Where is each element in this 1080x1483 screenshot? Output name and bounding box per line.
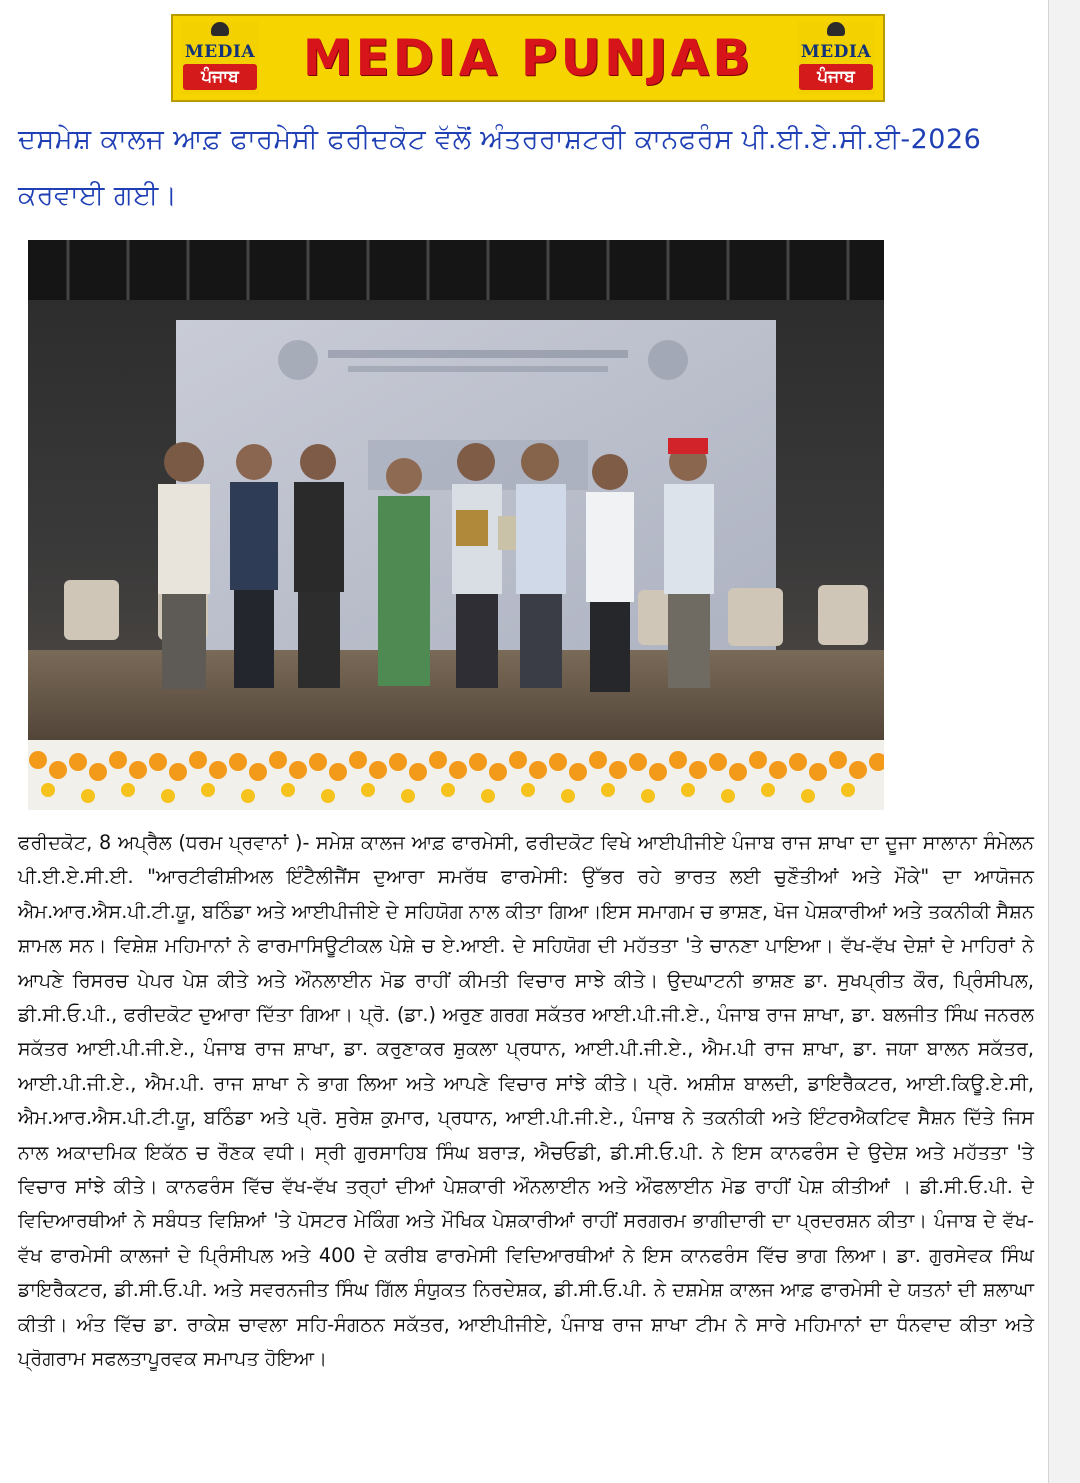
article-dateline: ਫਰੀਦਕੋਟ, 8 ਅਪ੍ਰੈਲ (ਧਰਮ ਪ੍ਰਵਾਨਾਂ )- bbox=[18, 831, 310, 854]
article-headline: ਦਸਮੇਸ਼ ਕਾਲਜ ਆਫ਼ ਫਾਰਮੇਸੀ ਫਰੀਦਕੋਟ ਵੱਲੋਂ ਅੰਤਰਰਾਸ਼ਟਰੀ ਕਾਨਫਰੰਸ ਪੀ.ਈ.ਏ.ਸੀ.ਈ-2026 ਕਰਵਾਈ ਗਈ। bbox=[18, 124, 982, 211]
microphone-icon bbox=[211, 22, 229, 36]
microphone-icon bbox=[827, 22, 845, 36]
page-edge bbox=[1048, 0, 1080, 1483]
masthead-title: MEDIA PUNJAB bbox=[302, 29, 754, 87]
logo-left-punjab-text: ਪੰਜਾਬ bbox=[183, 64, 257, 90]
media-punjab-logo-right bbox=[797, 22, 875, 94]
masthead-banner bbox=[171, 14, 885, 102]
event-photo bbox=[28, 240, 884, 810]
article-body bbox=[18, 826, 1034, 1377]
logo-right-media-text: MEDIA bbox=[800, 42, 872, 62]
logo-right-punjab-text: ਪੰਜਾਬ bbox=[799, 64, 873, 90]
media-punjab-logo-left bbox=[181, 22, 259, 94]
article-text: ਸਮੇਸ਼ ਕਾਲਜ ਆਫ਼ ਫਾਰਮੇਸੀ, ਫਰੀਦਕੋਟ ਵਿਖੇ ਆਈਪੀਜੀਏ ਪੰਜਾਬ ਰਾਜ ਸ਼ਾਖਾ ਦਾ ਦੂਜਾ ਸਾਲਾਨਾ ਸੰਮੇਲਨ ਪੀ.ਈ.ਏ.ਸੀ.ਈ. "ਆਰਟੀਫੀਸ਼ੀਅਲ ਇੰਟੈਲੀਜੈਂਸ ਦੁਆਰਾ ਸਮਰੱਥ ਫਾਰਮੇਸੀ: ਉੱਭਰ ਰਹੇ ਭਾਰਤ ਲਈ ਚੁਣੌਤੀਆਂ ਅਤੇ ਮੌਕੇ" ਦਾ ਆਯੋਜਨ ਐਮ.ਆਰ.ਐਸ.ਪੀ.ਟੀ.ਯੂ, ਬਠਿੰਡਾ ਅਤੇ ਆਈਪੀਜੀਏ ਦੇ ਸਹਿਯੋਗ ਨਾਲ ਕੀਤਾ ਗਿਆ।ਇਸ ਸਮਾਗਮ ਚ ਭਾਸ਼ਣ, ਖੋਜ ਪੇਸ਼ਕਾਰੀਆਂ ਅਤੇ ਤਕਨੀਕੀ ਸੈਸ਼ਨ ਸ਼ਾਮਲ ਸਨ। ਵਿਸ਼ੇਸ਼ ਮਹਿਮਾਨਾਂ ਨੇ ਫਾਰਮਾਸਿਊਟੀਕਲ ਪੇਸ਼ੇ ਚ ਏ.ਆਈ. ਦੇ ਸਹਿਯੋਗ ਦੀ ਮਹੱਤਤਾ 'ਤੇ ਚਾਨਣਾ ਪਾਇਆ। ਵੱਖ-ਵੱਖ ਦੇਸ਼ਾਂ ਦੇ ਮਾਹਿਰਾਂ ਨੇ ਆਪਣੇ ਰਿਸਰਚ ਪੇਪਰ ਪੇਸ਼ ਕੀਤੇ ਅਤੇ ਔਨਲਾਈਨ ਮੋਡ ਰਾਹੀਂ ਕੀਮਤੀ ਵਿਚਾਰ ਸਾਝੇ ਕੀਤੇ। ਉਦਘਾਟਨੀ ਭਾਸ਼ਣ ਡਾ. ਸੁਖਪ੍ਰੀਤ ਕੌਰ, ਪ੍ਰਿੰਸੀਪਲ, ਡੀ.ਸੀ.ਓ.ਪੀ., ਫਰੀਦਕੋਟ ਦੁਆਰਾ ਦਿੱਤਾ ਗਿਆ। ਪ੍ਰੋ. (ਡਾ.) ਅਰੁਣ ਗਰਗ ਸਕੱਤਰ ਆਈ.ਪੀ.ਜੀ.ਏ., ਪੰਜਾਬ ਰਾਜ ਸ਼ਾਖਾ, ਡਾ. ਬਲਜੀਤ ਸਿੰਘ ਜਨਰਲ ਸਕੱਤਰ ਆਈ.ਪੀ.ਜੀ.ਏ., ਪੰਜਾਬ ਰਾਜ ਸ਼ਾਖਾ, ਡਾ. ਕਰੁਣਾਕਰ ਸ਼ੁਕਲਾ ਪ੍ਰਧਾਨ, ਆਈ.ਪੀ.ਜੀ.ਏ., ਐਮ.ਪੀ ਰਾਜ ਸ਼ਾਖਾ, ਡਾ. ਜਯਾ ਬਾਲਨ ਸਕੱਤਰ, ਆਈ.ਪੀ.ਜੀ.ਏ., ਐਮ.ਪੀ. ਰਾਜ ਸ਼ਾਖਾ ਨੇ ਭਾਗ ਲਿਆ ਅਤੇ ਆਪਣੇ ਵਿਚਾਰ ਸਾਂਝੇ ਕੀਤੇ। ਪ੍ਰੋ. ਅਸ਼ੀਸ਼ ਬਾਲਦੀ, ਡਾਇਰੈਕਟਰ, ਆਈ.ਕਿਊ.ਏ.ਸੀ, ਐਮ.ਆਰ.ਐਸ.ਪੀ.ਟੀ.ਯੂ, ਬਠਿੰਡਾ ਅਤੇ ਪ੍ਰੋ. ਸੁਰੇਸ਼ ਕੁਮਾਰ, ਪ੍ਰਧਾਨ, ਆਈ.ਪੀ.ਜੀ.ਏ., ਪੰਜਾਬ ਨੇ ਤਕਨੀਕੀ ਅਤੇ ਇੰਟਰਐਕਟਿਵ ਸੈਸ਼ਨ ਦਿੱਤੇ ਜਿਸ ਨਾਲ ਅਕਾਦਮਿਕ ਇਕੱਠ ਚ ਰੌਣਕ ਵਧੀ। ਸ੍ਰੀ ਗੁਰਸਾਹਿਬ ਸਿੰਘ ਬਰਾੜ, ਐਚਓਡੀ, ਡੀ.ਸੀ.ਓ.ਪੀ. ਨੇ ਇਸ ਕਾਨਫਰੰਸ ਦੇ ਉਦੇਸ਼ ਅਤੇ ਮਹੱਤਤਾ 'ਤੇ ਵਿਚਾਰ ਸਾਂਝੇ ਕੀਤੇ। ਕਾਨਫਰੰਸ ਵਿੱਚ ਵੱਖ-ਵੱਖ ਤਰ੍ਹਾਂ ਦੀਆਂ ਪੇਸ਼ਕਾਰੀ ਔਨਲਾਈਨ ਅਤੇ ਔਫਲਾਈਨ ਮੋਡ ਰਾਹੀਂ ਪੇਸ਼ ਕੀਤੀਆਂ । ਡੀ.ਸੀ.ਓ.ਪੀ. ਦੇ ਵਿਦਿਆਰਥੀਆਂ ਨੇ ਸਬੰਧਤ ਵਿਸ਼ਿਆਂ 'ਤੇ ਪੋਸਟਰ ਮੇਕਿੰਗ ਅਤੇ ਮੌਖਿਕ ਪੇਸ਼ਕਾਰੀਆਂ ਰਾਹੀਂ ਸਰਗਰਮ ਭਾਗੀਦਾਰੀ ਦਾ ਪ੍ਰਦਰਸ਼ਨ ਕੀਤਾ। ਪੰਜਾਬ ਦੇ ਵੱਖ-ਵੱਖ ਫਾਰਮੇਸੀ ਕਾਲਜਾਂ ਦੇ ਪ੍ਰਿੰਸੀਪਲ ਅਤੇ 400 ਦੇ ਕਰੀਬ ਫਾਰਮੇਸੀ ਵਿਦਿਆਰਥੀਆਂ ਨੇ ਇਸ ਕਾਨਫਰੰਸ ਵਿੱਚ ਭਾਗ ਲਿਆ। ਡਾ. ਗੁਰਸੇਵਕ ਸਿੰਘ ਡਾਇਰੈਕਟਰ, ਡੀ.ਸੀ.ਓ.ਪੀ. ਅਤੇ ਸਵਰਨਜੀਤ ਸਿੰਘ ਗਿੱਲ ਸੰਯੁਕਤ ਨਿਰਦੇਸ਼ਕ, ਡੀ.ਸੀ.ਓ.ਪੀ. ਨੇ ਦਸ਼ਮੇਸ਼ ਕਾਲਜ ਆਫ਼ ਫਾਰਮੇਸੀ ਦੇ ਯਤਨਾਂ ਦੀ ਸ਼ਲਾਘਾ ਕੀਤੀ। ਅੰਤ ਵਿੱਚ ਡਾ. ਰਾਕੇਸ਼ ਚਾਵਲਾ ਸਹਿ-ਸੰਗਠਨ ਸਕੱਤਰ, ਆਈਪੀਜੀਏ, ਪੰਜਾਬ ਰਾਜ ਸ਼ਾਖਾ ਟੀਮ ਨੇ ਸਾਰੇ ਮਹਿਮਾਨਾਂ ਦਾ ਧੰਨਵਾਦ ਕੀਤਾ ਅਤੇ ਪ੍ਰੋਗਰਾਮ ਸਫਲਤਾਪੂਰਵਕ ਸਮਾਪਤ ਹੋਇਆ। bbox=[18, 831, 1035, 1371]
logo-left-media-text: MEDIA bbox=[184, 42, 256, 62]
event-photo-icon bbox=[28, 240, 884, 810]
